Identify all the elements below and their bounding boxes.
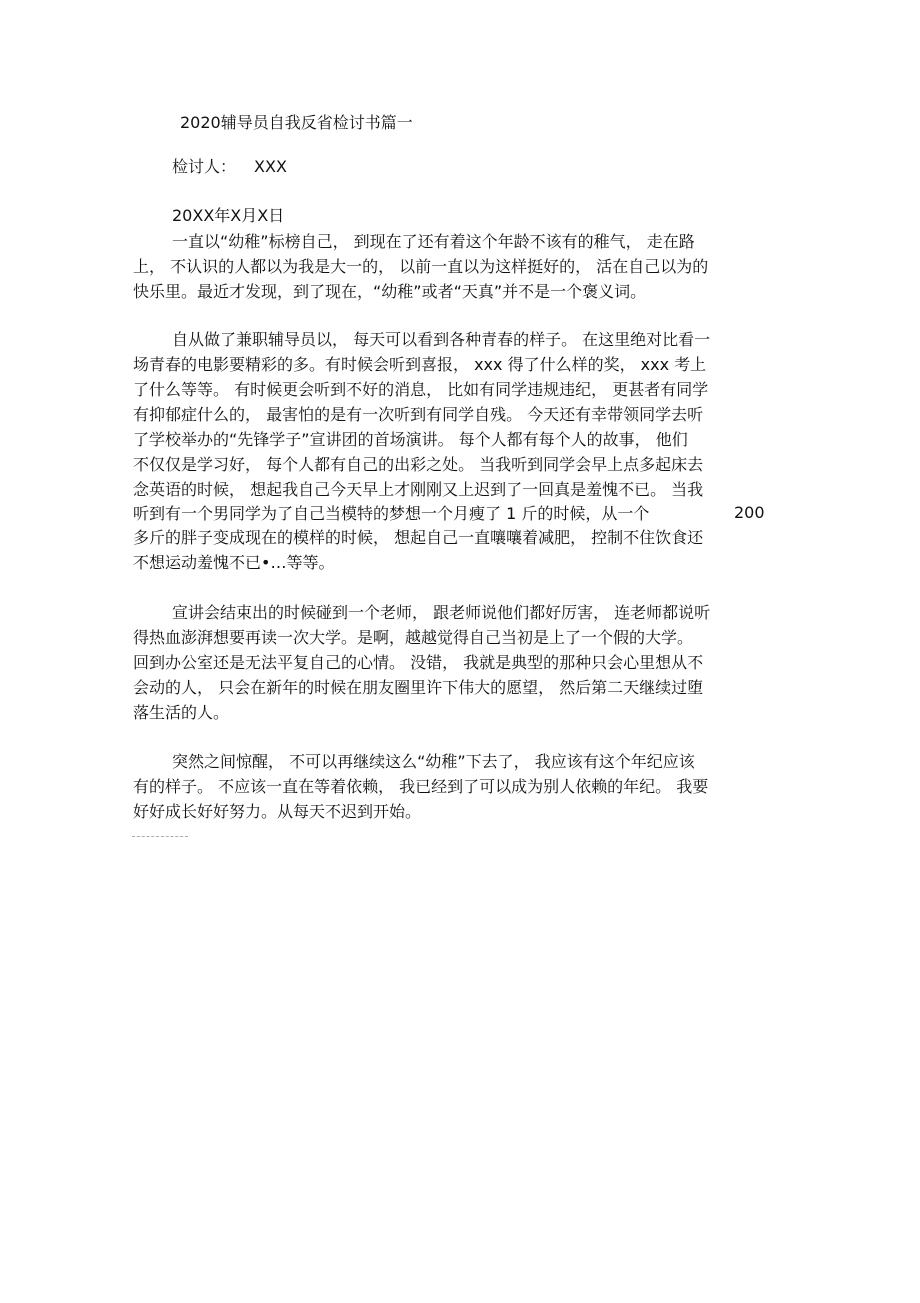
paragraph-2-line: 自从做了兼职辅导员以， 每天可以看到各种青春的样子。 在这里绝对比看一	[172, 330, 711, 349]
paragraph-2-line: 不想运动羞愧不已•…等等。	[133, 553, 335, 572]
paragraph-2-side-number: 200	[734, 503, 765, 522]
paragraph-3-line: 会动的人， 只会在新年的时候在朋友圈里许下伟大的愿望， 然后第二天继续过堕	[133, 678, 704, 697]
paragraph-3-line: 回到办公室还是无法平复自己的心情。 没错， 我就是典型的那种只会心里想从不	[133, 653, 704, 672]
reviewer-name: XXX	[254, 157, 287, 176]
reviewer-line	[172, 156, 287, 178]
footer-divider	[132, 836, 188, 837]
paragraph-1-line: 一直以“幼稚”标榜自己， 到现在了还有着这个年龄不该有的稚气， 走在路	[172, 232, 695, 251]
paragraph-2-line: 多斤的胖子变成现在的模样的时候， 想起自己一直嚷嚷着减肥， 控制不住饮食还	[133, 528, 704, 547]
document-title: 2020辅导员自我反省检讨书篇一	[180, 113, 413, 132]
paragraph-4-line: 有的样子。 不应该一直在等着依赖， 我已经到了可以成为别人依赖的年纪。 我要	[133, 777, 709, 796]
paragraph-3-line: 落生活的人。	[133, 703, 230, 722]
paragraph-3-line: 宣讲会结束出的时候碰到一个老师， 跟老师说他们都好厉害， 连老师都说听	[172, 603, 711, 622]
paragraph-3-line: 得热血澎湃想要再读一次大学。是啊，越越觉得自己当初是上了一个假的大学。	[133, 628, 694, 647]
paragraph-4-line: 好好成长好好努力。从每天不迟到开始。	[133, 802, 422, 821]
paragraph-1-line: 快乐里。最近才发现，到了现在，“幼稚”或者“天真”并不是一个褒义词。	[133, 282, 647, 301]
paragraph-2-line: 了什么等等。 有时候更会听到不好的消息， 比如有同学违规违纪， 更甚者有同学	[133, 380, 709, 399]
paragraph-2-line: 念英语的时候， 想起我自己今天早上才刚刚又上迟到了一回真是羞愧不已。 当我	[133, 480, 704, 499]
paragraph-2-line: 听到有一个男同学为了自己当模特的梦想一个月瘦了 1 斤的时候，从一个	[133, 504, 650, 523]
paragraph-2-line: 有抑郁症什么的， 最害怕的是有一次听到有同学自残。 今天还有幸带领同学去听	[133, 405, 704, 424]
paragraph-4-line: 突然之间惊醒， 不可以再继续这么“幼稚”下去了， 我应该有这个年纪应该	[172, 752, 695, 771]
paragraph-1-line: 上， 不认识的人都以为我是大一的， 以前一直以为这样挺好的， 活在自己以为的	[133, 257, 709, 276]
paragraph-2-line: 了学校举办的“先锋学子”宣讲团的首场演讲。 每个人都有每个人的故事， 他们	[133, 430, 688, 449]
document-date: 20XX年X月X日	[172, 206, 285, 225]
paragraph-2-line: 不仅仅是学习好， 每个人都有自己的出彩之处。 当我听到同学会早上点多起床去	[133, 455, 704, 474]
paragraph-2-line: 场青春的电影要精彩的多。有时候会听到喜报， xxx 得了什么样的奖， xxx 考上	[133, 355, 707, 374]
reviewer-label: 检讨人：	[172, 157, 237, 176]
